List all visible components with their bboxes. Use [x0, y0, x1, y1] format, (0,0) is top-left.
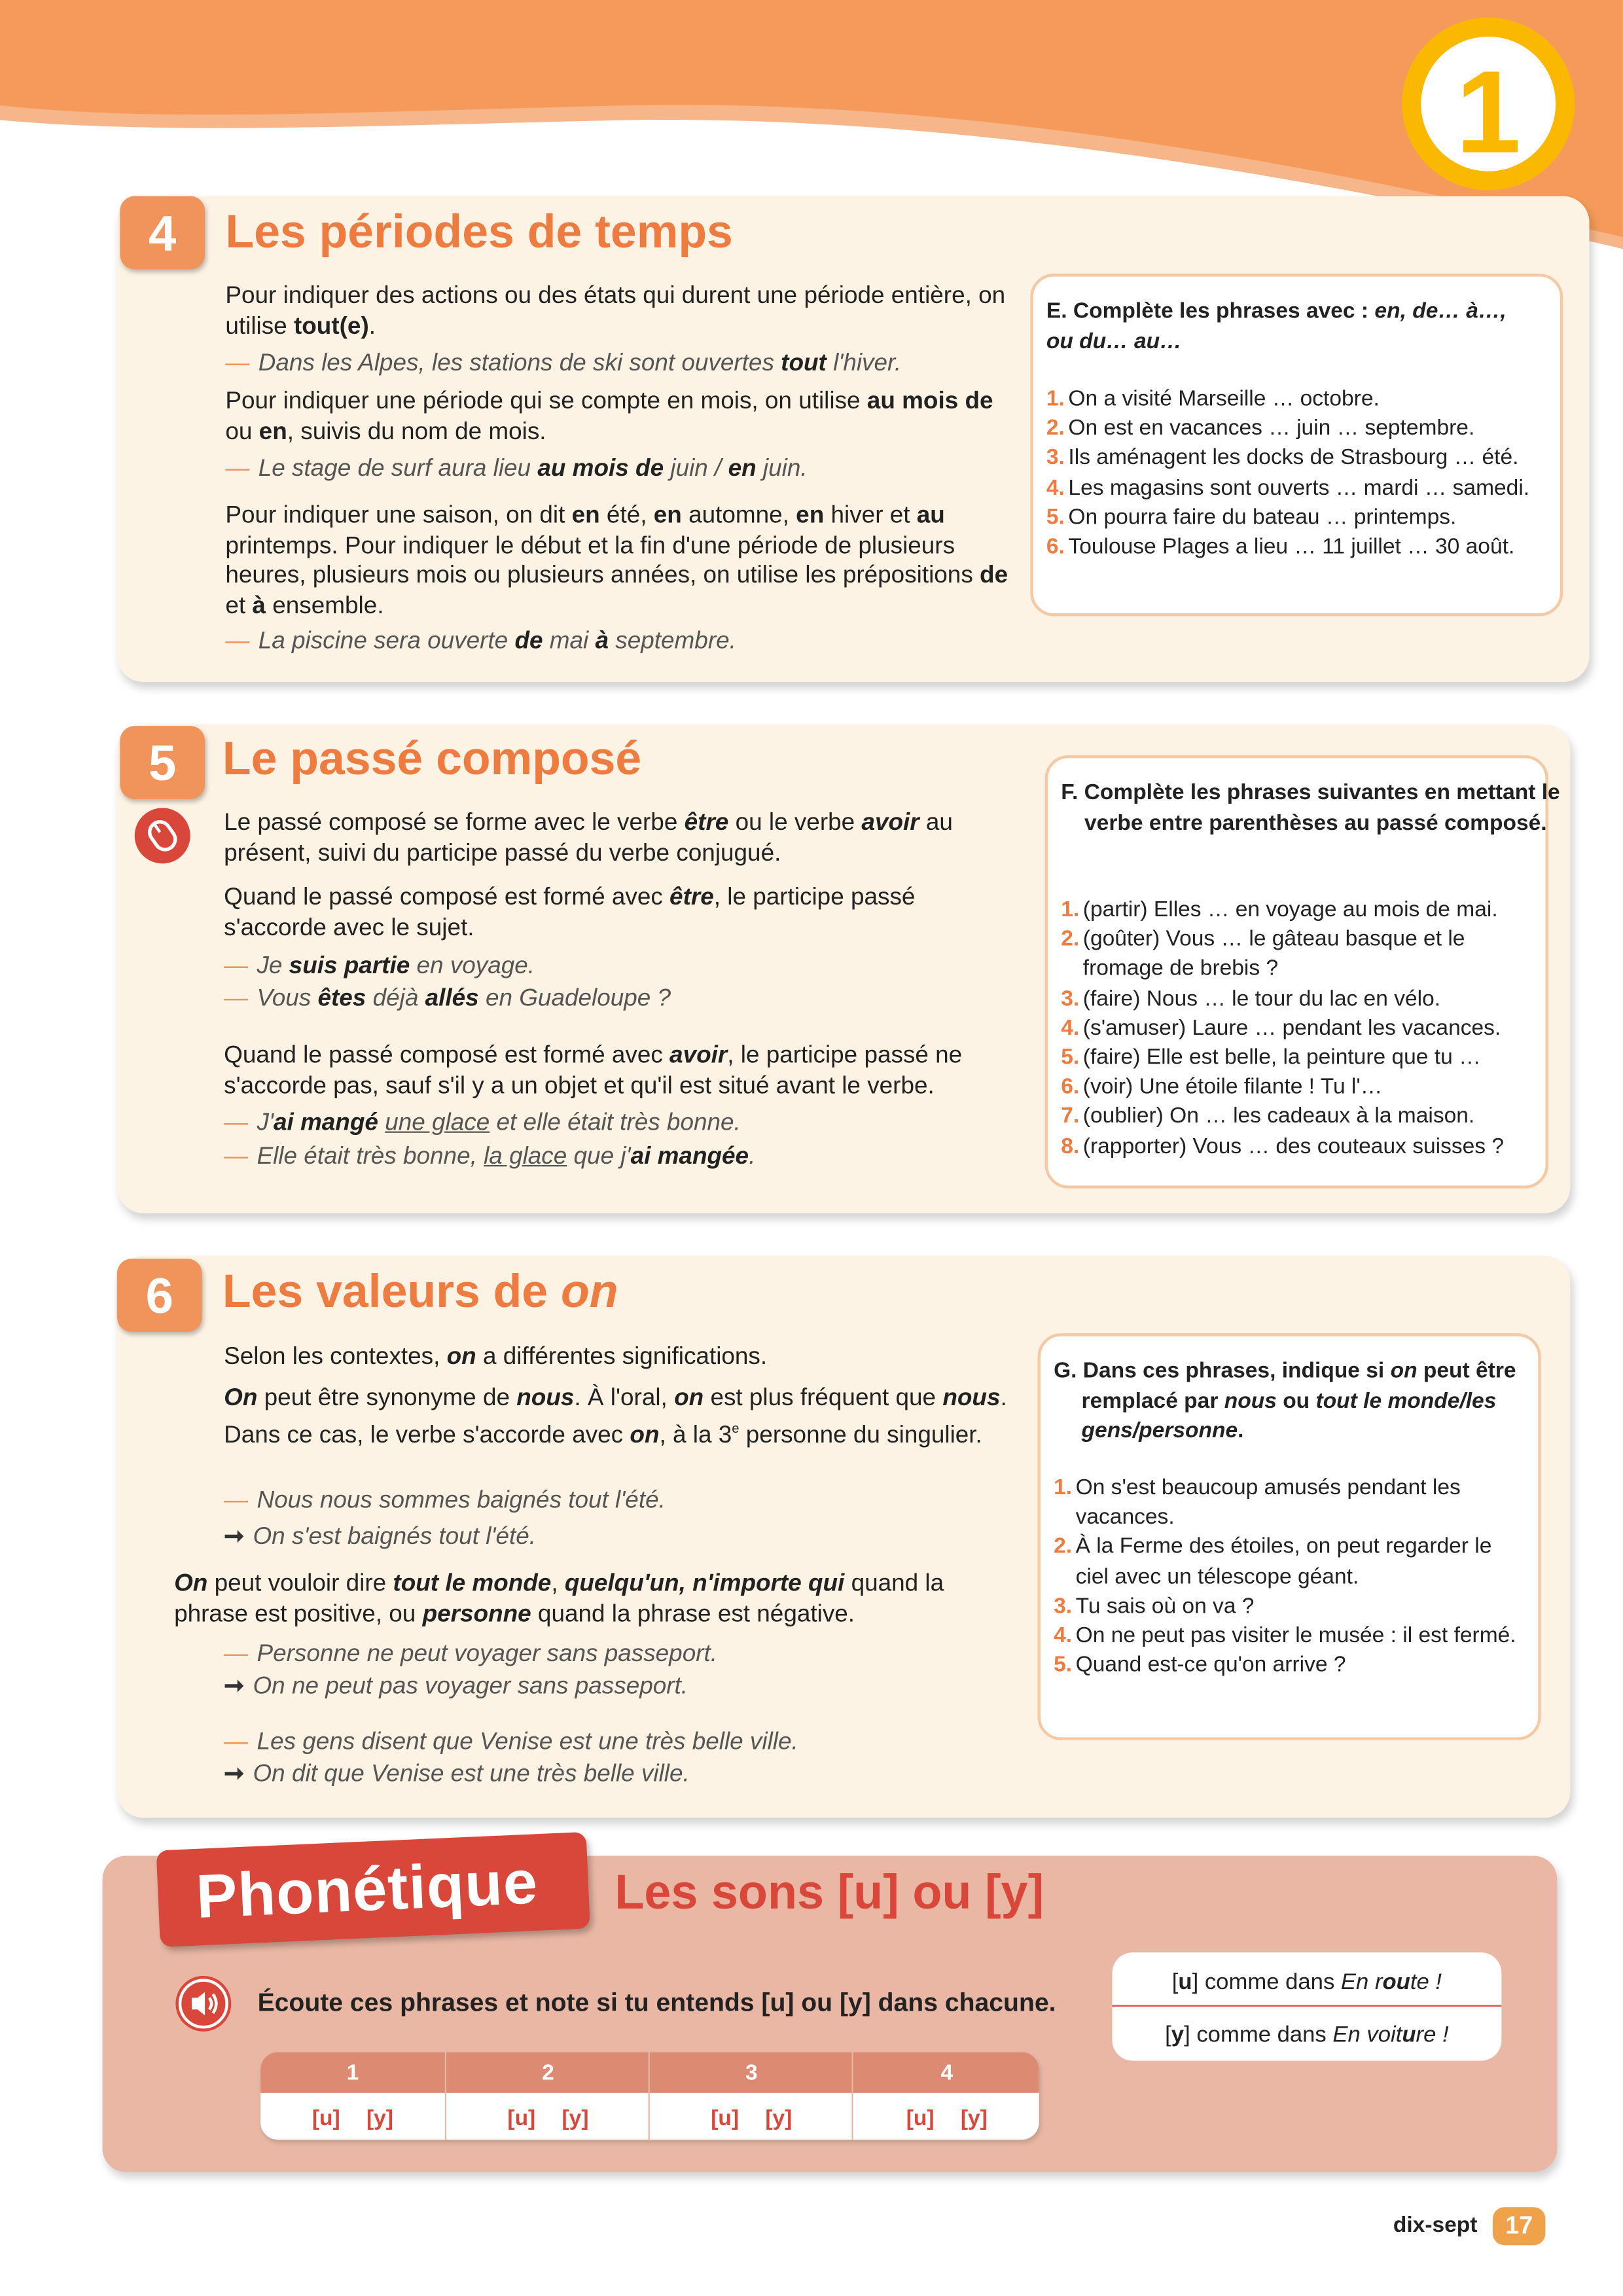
s4-paragraph-3: Pour indiquer une saison, on dit en été, en automne, en hiver et au printemps. Pour indiquer le début et la fin d'une période de plusieurs heures, plusieurs mois ou plusieurs années, on utilise les prépositions de et à ensemble.	[225, 502, 1008, 619]
exercise-g-list	[1054, 1474, 1522, 1681]
sounds-box	[1113, 1952, 1502, 2060]
grid-column-2: 2 [u] [y]	[445, 2052, 650, 2140]
exercise-item: 4. On ne peut pas visiter le musée : il est fermé.	[1054, 1623, 1516, 1648]
section-4-number: 4	[120, 196, 205, 270]
grid-column-4: 4 [u] [y]	[851, 2052, 1039, 2140]
s6-paragraph-1: Selon les contextes, on a différentes significations.	[224, 1343, 768, 1371]
exercise-item: 4. Les magasins sont ouverts … mardi … samedi.	[1046, 475, 1530, 500]
exercise-item: 2. (goûter) Vous … le gâteau basque et le fromage de brebis ?	[1061, 926, 1465, 982]
option-u[interactable]: [u]	[906, 2106, 935, 2131]
exercise-g-title: G. Dans ces phrases, indique si on peut être remplacé par nous ou tout le monde/les gens/personne.	[1054, 1358, 1516, 1443]
exercise-item: 7. (oublier) On … les cadeaux à la maison.	[1061, 1104, 1475, 1130]
exercise-item: 3. (faire) Nous … le tour du lac en vélo.	[1061, 986, 1441, 1011]
unit-badge	[1402, 18, 1575, 190]
exercise-item: 3. Tu sais où on va ?	[1054, 1593, 1255, 1619]
s5-paragraph-1: Le passé composé se forme avec le verbe être ou le verbe avoir au présent, suivi du participe passé du verbe conjugué.	[224, 809, 953, 866]
s6-example-1: — Nous nous sommes baignés tout l'été.	[224, 1486, 666, 1514]
exercise-item: 4. (s'amuser) Laure … pendant les vacances.	[1061, 1015, 1501, 1041]
answer-grid	[260, 2052, 1039, 2140]
unit-number: 1	[1455, 46, 1521, 177]
s6-example-5: — Les gens disent que Venise est une très belle ville.	[224, 1728, 798, 1755]
option-u[interactable]: [u]	[312, 2106, 340, 2131]
exercise-item: 5. (faire) Elle est belle, la peinture que tu …	[1061, 1045, 1481, 1070]
grid-column-1: 1 [u] [y]	[312, 2060, 393, 2131]
exercise-f	[1045, 755, 1560, 1189]
s6-example-2: ➞ On s'est baignés tout l'été.	[224, 1523, 537, 1551]
exercise-item: 5. Quand est-ce qu'on arrive ?	[1054, 1653, 1346, 1678]
exercise-item: 1. On a visité Marseille … octobre.	[1046, 386, 1380, 412]
section-5-title: Le passé composé	[222, 732, 642, 785]
page-number: 17	[1493, 2207, 1546, 2245]
s4-example-2: — Le stage de surf aura lieu au mois de juin / en juin.	[225, 455, 808, 482]
exercise-item: 6. (voir) Une étoile filante ! Tu l'…	[1061, 1074, 1383, 1100]
audio-speaker-icon[interactable]	[175, 1976, 231, 2032]
exercise-item: 1. (partir) Elles … en voyage au mois de mai.	[1061, 897, 1498, 922]
option-u[interactable]: [u]	[711, 2106, 740, 2131]
s4-paragraph-2: Pour indiquer une période qui se compte en mois, on utilise au mois de ou en, suivis du nom de mois.	[225, 387, 993, 444]
exercise-f-list	[1061, 896, 1544, 1162]
s6-example-3: — Personne ne peut voyager sans passeport.	[224, 1640, 718, 1668]
s6-example-4: ➞ On ne peut pas voyager sans passeport.	[224, 1672, 688, 1700]
exercise-e	[1030, 274, 1563, 616]
option-y[interactable]: [y]	[562, 2106, 589, 2131]
section-6-number: 6	[117, 1259, 202, 1332]
option-y[interactable]: [y]	[960, 2106, 988, 2131]
s4-example-1: — Dans les Alpes, les stations de ski sont ouvertes tout l'hiver.	[225, 350, 902, 376]
page-number-word: dix-sept	[1393, 2213, 1478, 2238]
section-5-number: 5	[120, 726, 205, 799]
exercise-item: 3. Ils aménagent les docks de Strasbourg … été.	[1046, 445, 1519, 471]
grid-column-3: 3 [u] [y]	[649, 2052, 853, 2140]
phonetique-label: Phonétique	[156, 1832, 590, 1947]
exercise-e-list	[1046, 385, 1559, 562]
sound-y-line: [y] comme dans En voiture !	[1165, 2022, 1449, 2048]
section-4-title: Les périodes de temps	[225, 205, 733, 258]
section-6-title: Les valeurs de on	[222, 1265, 618, 1318]
exercise-e-title: E. Complète les phrases avec : en, de… à…, ou du… au…	[1046, 298, 1507, 354]
s4-example-3: — La piscine sera ouverte de mai à septembre.	[225, 628, 736, 655]
exercise-item: 2. À la Ferme des étoiles, on peut regarder le ciel avec un télescope géant.	[1054, 1534, 1492, 1589]
s5-example-4: — Elle était très bonne, la glace que j'ai mangée.	[224, 1143, 756, 1170]
sound-u-line: [u] comme dans En route !	[1171, 1969, 1442, 1995]
s5-example-2: — Vous êtes déjà allés en Guadeloupe ?	[224, 984, 671, 1012]
exercise-item: 1. On s'est beaucoup amusés pendant les vacances.	[1054, 1475, 1461, 1530]
mouse-icon	[135, 808, 190, 863]
exercise-item: 8. (rapporter) Vous … des couteaux suisses ?	[1061, 1134, 1505, 1159]
s6-paragraph-3: On peut vouloir dire tout le monde, quelqu'un, n'importe qui quand la phrase est positive, ou personne quand la phrase est négative.	[174, 1570, 944, 1627]
phonetique-title: Les sons [u] ou [y]	[615, 1864, 1044, 1919]
s5-example-3: — J'ai mangé une glace et elle était très bonne.	[224, 1109, 741, 1136]
s5-example-1: — Je suis partie en voyage.	[224, 952, 535, 980]
s5-paragraph-3: Quand le passé composé est formé avec avoir, le participe passé ne s'accorde pas, sauf s'il y a un objet et qu'il est situé avant le verbe.	[224, 1042, 963, 1099]
exercise-item: 6. Toulouse Plages a lieu … 11 juillet … 30 août.	[1046, 534, 1515, 560]
exercise-item: 2. On est en vacances … juin … septembre.	[1046, 416, 1475, 441]
phonetique-instruction: Écoute ces phrases et note si tu entends [u] ou [y] dans chacune.	[257, 1987, 1056, 2017]
exercise-g	[1037, 1333, 1541, 1740]
option-y[interactable]: [y]	[765, 2106, 793, 2131]
s4-paragraph-1: Pour indiquer des actions ou des états qui durent une période entière, on utilise tout(e).	[225, 282, 1006, 339]
option-u[interactable]: [u]	[507, 2106, 536, 2131]
s5-paragraph-2: Quand le passé composé est formé avec être, le participe passé s'accorde avec le sujet.	[224, 884, 916, 941]
s6-example-6: ➞ On dit que Venise est une très belle ville.	[224, 1761, 690, 1787]
exercise-item: 5. On pourra faire du bateau … printemps.	[1046, 505, 1457, 530]
option-y[interactable]: [y]	[366, 2106, 393, 2131]
s6-paragraph-2: On peut être synonyme de nous. À l'oral, on est plus fréquent que nous. Dans ce cas, le verbe s'accorde avec on, à la 3e personne du singulier.	[224, 1384, 1007, 1448]
exercise-f-title: F. Complète les phrases suivantes en mettant le verbe entre parenthèses au passé composé.	[1061, 780, 1560, 835]
